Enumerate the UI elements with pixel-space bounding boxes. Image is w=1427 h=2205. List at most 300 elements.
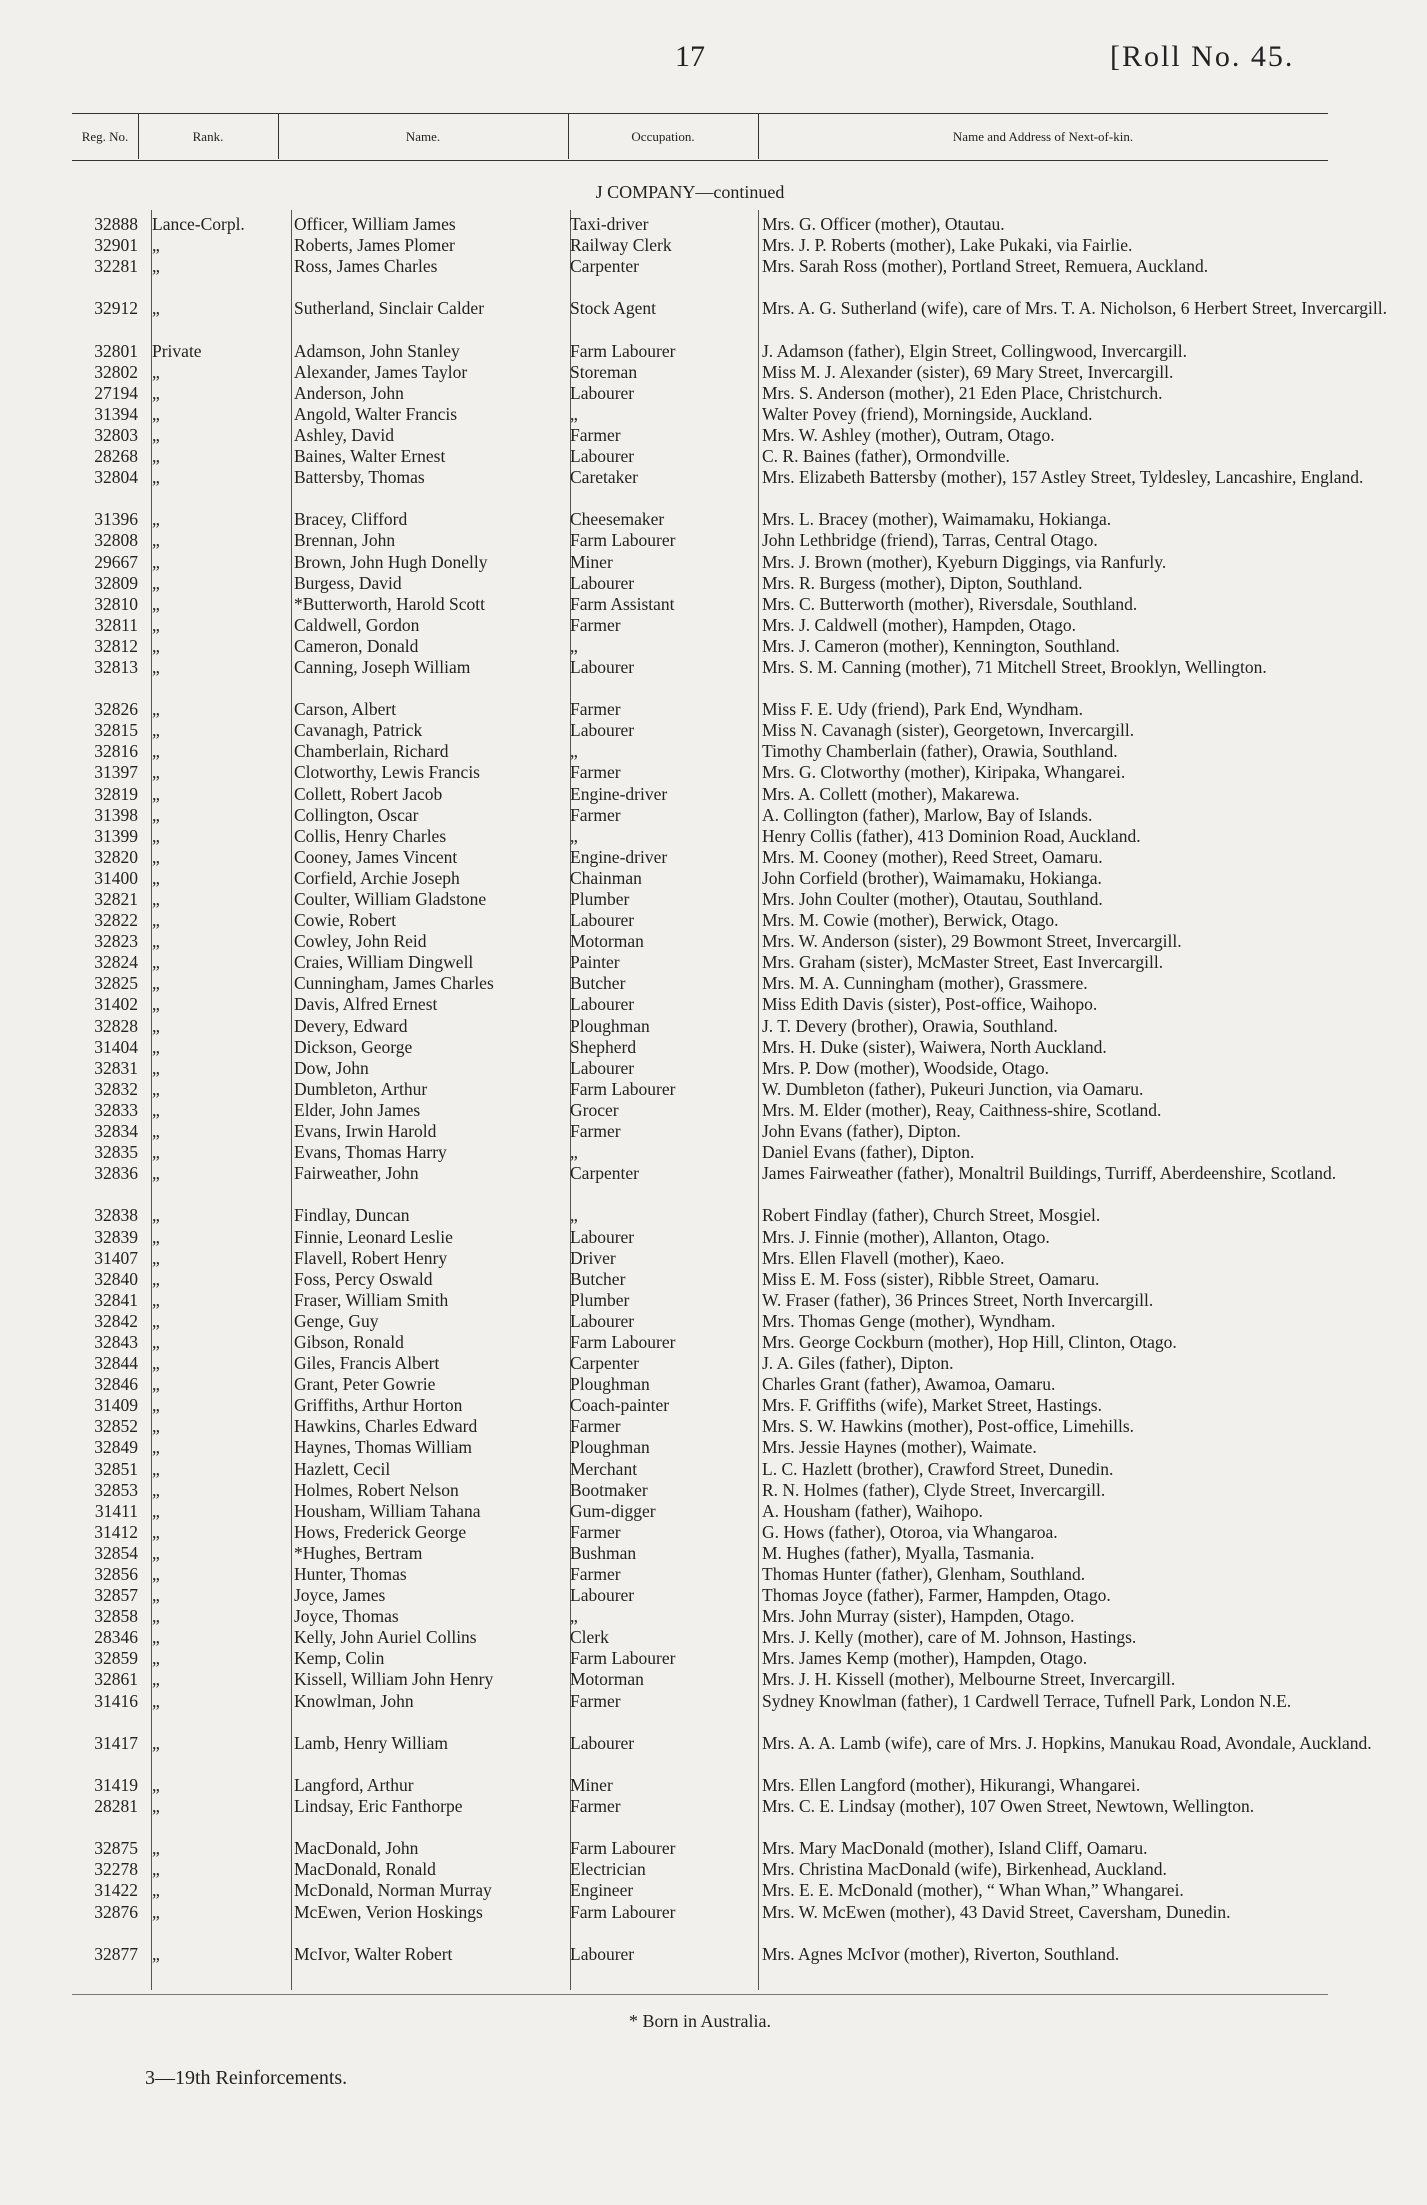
next-of-kin: Mrs. M. Cooney (mother), Reed Street, Oamaru. (762, 846, 1103, 867)
table-row (72, 784, 1328, 805)
next-of-kin: Robert Findlay (father), Church Street, Mosgiel. (762, 1205, 1101, 1226)
reg-number: 32854 (94, 1542, 138, 1563)
reg-number: 32842 (94, 1310, 138, 1331)
occupation: Plumber (570, 889, 630, 909)
reg-number: 32801 (94, 340, 138, 361)
reg-number: 31411 (94, 1500, 138, 1521)
table-row (72, 1902, 1328, 1944)
soldier-name: Kelly, John Auriel Collins (294, 1627, 477, 1648)
table-row (72, 341, 1328, 362)
next-of-kin: L. C. Hazlett (brother), Crawford Street, Dunedin. (762, 1458, 1114, 1479)
occupation: Labourer (570, 382, 635, 403)
rank: „ (152, 298, 160, 319)
next-of-kin: Timothy Chamberlain (father), Orawia, Southland. (762, 741, 1118, 762)
occupation: Merchant (570, 1458, 638, 1479)
rank: „ (152, 1690, 160, 1711)
next-of-kin: Mrs. Mary MacDonald (mother), Island Cliff, Oamaru. (762, 1838, 1148, 1859)
occupation: Farm Assistant (570, 593, 675, 614)
occupation: Farm Labourer (570, 1331, 676, 1352)
next-of-kin: Mrs. Ellen Flavell (mother), Kaeo. (762, 1247, 1005, 1268)
occupation: Labourer (570, 910, 635, 931)
occupation: Farmer (570, 1416, 621, 1437)
soldier-name: Davis, Alfred Ernest (294, 994, 438, 1015)
table-row (72, 1058, 1328, 1079)
page-number: 17 (675, 40, 705, 73)
next-of-kin: Mrs. A. Collett (mother), Makarewa. (762, 783, 1020, 804)
reg-number: 32822 (94, 910, 138, 931)
next-of-kin: Mrs. E. E. McDonald (mother), “ Whan Whan,” Whangarei. (762, 1880, 1184, 1901)
rank: „ (152, 1416, 160, 1437)
table-row (72, 1944, 1328, 1965)
soldier-name: Dow, John (294, 1057, 369, 1078)
rank: „ (152, 1606, 160, 1627)
next-of-kin: Mrs. John Coulter (mother), Otautau, Southland. (762, 889, 1103, 909)
reg-number: 32821 (94, 889, 138, 909)
table-row (72, 1163, 1337, 1205)
soldier-name: Evans, Irwin Harold (294, 1121, 437, 1142)
rank: „ (152, 593, 160, 614)
header-divider (138, 113, 139, 159)
soldier-name: Brennan, John (294, 530, 396, 551)
occupation: Farmer (570, 1796, 621, 1817)
table-row (72, 931, 1328, 952)
soldier-name: Collett, Robert Jacob (294, 783, 443, 804)
table-row (72, 1459, 1328, 1480)
rank: „ (152, 1859, 160, 1880)
reg-number: 32812 (94, 635, 138, 656)
occupation: Engineer (570, 1880, 634, 1901)
soldier-name: MacDonald, John (294, 1838, 419, 1859)
occupation: „ (570, 635, 578, 656)
rank: „ (152, 1099, 160, 1120)
soldier-name: Caldwell, Gordon (294, 614, 420, 635)
occupation: Driver (570, 1247, 616, 1268)
soldier-name: Griffiths, Arthur Horton (294, 1395, 463, 1416)
occupation: Engine-driver (570, 783, 668, 804)
reg-number: 31394 (94, 403, 138, 424)
table-row (72, 1606, 1328, 1627)
table-row (72, 1037, 1328, 1058)
reg-number: 32875 (94, 1838, 138, 1859)
rank: „ (152, 551, 160, 572)
occupation: Farmer (570, 699, 621, 720)
next-of-kin: Mrs. C. E. Lindsay (mother), 107 Owen Street, Newtown, Wellington. (762, 1796, 1255, 1817)
reg-number: 28281 (94, 1796, 138, 1817)
soldier-name: Knowlman, John (294, 1690, 414, 1711)
table-row (72, 805, 1328, 826)
rank: „ (152, 1374, 160, 1395)
reg-number: 32839 (94, 1226, 138, 1247)
occupation: Plumber (570, 1289, 630, 1310)
soldier-name: Roberts, James Plomer (294, 235, 455, 256)
soldier-name: Finnie, Leonard Leslie (294, 1226, 453, 1247)
next-of-kin: Mrs. Ellen Langford (mother), Hikurangi, Whangarei. (762, 1774, 1141, 1795)
rank: „ (152, 530, 160, 551)
table-row (72, 1480, 1328, 1501)
reg-number: 32888 (94, 214, 138, 234)
next-of-kin: Mrs. R. Burgess (mother), Dipton, Southland. (762, 572, 1083, 593)
soldier-name: Cowie, Robert (294, 910, 397, 931)
next-of-kin: Mrs. Thomas Genge (mother), Wyndham. (762, 1310, 1056, 1331)
soldier-name: Canning, Joseph William (294, 656, 471, 677)
occupation: Farmer (570, 1690, 621, 1711)
next-of-kin: Mrs. C. Butterworth (mother), Riversdale, Southland. (762, 593, 1138, 614)
next-of-kin: C. R. Baines (father), Ormondville. (762, 446, 1010, 467)
soldier-name: *Butterworth, Harold Scott (294, 593, 486, 614)
reg-number: 31397 (94, 762, 138, 783)
next-of-kin: Miss E. M. Foss (sister), Ribble Street, Oamaru. (762, 1268, 1100, 1289)
rank: „ (152, 361, 160, 382)
table-row (72, 826, 1328, 847)
occupation: Butcher (570, 973, 626, 994)
occupation: Gum-digger (570, 1500, 656, 1521)
reg-number: 32844 (94, 1353, 138, 1374)
occupation: Labourer (570, 1226, 635, 1247)
soldier-name: Evans, Thomas Harry (294, 1142, 447, 1163)
rank: „ (152, 699, 160, 720)
rank: „ (152, 1732, 160, 1753)
reg-number: 28346 (94, 1627, 138, 1648)
rank: „ (152, 1057, 160, 1078)
rank: „ (152, 1648, 160, 1669)
reg-number: 31416 (94, 1690, 138, 1711)
table-row (72, 446, 1328, 467)
next-of-kin: A. Housham (father), Waihopo. (762, 1500, 983, 1521)
reg-number: 32836 (94, 1163, 138, 1184)
next-of-kin: Mrs. John Murray (sister), Hampden, Otago. (762, 1606, 1075, 1627)
reg-number: 27194 (94, 382, 138, 403)
reg-number: 32808 (94, 530, 138, 551)
occupation: Engine-driver (570, 846, 668, 867)
footnote: * Born in Australia. (629, 2011, 771, 2031)
next-of-kin: Mrs. J. Brown (mother), Kyeburn Diggings, via Ranfurly. (762, 551, 1167, 572)
soldier-name: Angold, Walter Francis (294, 403, 458, 424)
reg-number: 32901 (94, 235, 138, 256)
occupation: Farmer (570, 762, 621, 783)
occupation: Cheesemaker (570, 509, 665, 530)
next-of-kin: Mrs. S. M. Canning (mother), 71 Mitchell Street, Brooklyn, Wellington. (762, 656, 1267, 677)
table-row (72, 1796, 1328, 1838)
rank: „ (152, 1901, 160, 1922)
next-of-kin: Mrs. G. Officer (mother), Otautau. (762, 214, 1005, 234)
soldier-name: Burgess, David (294, 572, 402, 593)
next-of-kin: Mrs. A. A. Lamb (wife), care of Mrs. J. Hopkins, Manukau Road, Avondale, Auckland. (762, 1732, 1372, 1753)
next-of-kin: Thomas Joyce (father), Farmer, Hampden, Otago. (762, 1585, 1111, 1606)
next-of-kin: Mrs. G. Clotworthy (mother), Kiripaka, Whangarei. (762, 762, 1126, 783)
rank: „ (152, 910, 160, 931)
rank: „ (152, 867, 160, 888)
occupation: Painter (570, 952, 620, 973)
reg-number: 31422 (94, 1880, 138, 1901)
occupation: Chainman (570, 867, 642, 888)
next-of-kin: Miss F. E. Udy (friend), Park End, Wyndham. (762, 699, 1083, 720)
reg-number: 32281 (94, 256, 138, 277)
reg-number: 31404 (94, 1036, 138, 1057)
table-row (72, 298, 1387, 340)
occupation: Grocer (570, 1099, 619, 1120)
table-row (72, 1332, 1328, 1353)
next-of-kin: Mrs. M. A. Cunningham (mother), Grassmere. (762, 973, 1088, 994)
table-row (72, 1522, 1328, 1543)
reg-number: 32856 (94, 1564, 138, 1584)
next-of-kin: Mrs. H. Duke (sister), Waiwera, North Auckland. (762, 1036, 1107, 1057)
reg-number: 32811 (94, 614, 138, 635)
soldier-name: Flavell, Robert Henry (294, 1247, 448, 1268)
occupation: Labourer (570, 1943, 635, 1964)
occupation: Stock Agent (570, 298, 657, 319)
occupation: „ (570, 1606, 578, 1627)
next-of-kin: Mrs. W. Ashley (mother), Outram, Otago. (762, 424, 1055, 445)
soldier-name: Coulter, William Gladstone (294, 889, 487, 909)
table-row (72, 214, 1328, 235)
table-header (72, 113, 1328, 161)
reg-number: 32834 (94, 1121, 138, 1142)
occupation: Labourer (570, 1310, 635, 1331)
next-of-kin: Mrs. S. Anderson (mother), 21 Eden Place, Christchurch. (762, 382, 1163, 403)
rank: „ (152, 235, 160, 256)
reg-number: 32852 (94, 1416, 138, 1437)
occupation: Farmer (570, 614, 621, 635)
table-row (72, 1248, 1328, 1269)
table-row (72, 1269, 1328, 1290)
soldier-name: Findlay, Duncan (294, 1205, 410, 1226)
table-row (72, 952, 1328, 973)
occupation: Carpenter (570, 1163, 639, 1184)
reg-number: 32803 (94, 424, 138, 445)
soldier-name: Joyce, James (294, 1585, 386, 1606)
soldier-name: Genge, Guy (294, 1310, 379, 1331)
reg-number: 29667 (94, 551, 138, 572)
soldier-name: Foss, Percy Oswald (294, 1268, 433, 1289)
occupation: Farm Labourer (570, 530, 676, 551)
soldier-name: Baines, Walter Ernest (294, 446, 446, 467)
next-of-kin: J. T. Devery (brother), Orawia, Southland. (762, 1015, 1058, 1036)
rank: „ (152, 256, 160, 277)
table-row (72, 1691, 1328, 1733)
reg-number: 32876 (94, 1901, 138, 1922)
header-divider (278, 113, 279, 159)
header-divider (758, 113, 759, 159)
rank: „ (152, 889, 160, 909)
occupation: Shepherd (570, 1036, 637, 1057)
rank: „ (152, 635, 160, 656)
rank: „ (152, 846, 160, 867)
soldier-name: MacDonald, Ronald (294, 1859, 436, 1880)
soldier-name: Housham, William Tahana (294, 1500, 481, 1521)
table-row (72, 1585, 1328, 1606)
soldier-name: Battersby, Thomas (294, 467, 425, 488)
soldier-name: Hawkins, Charles Edward (294, 1416, 478, 1437)
soldier-name: Sutherland, Sinclair Calder (294, 298, 485, 319)
occupation: Storeman (570, 361, 638, 382)
soldier-name: Holmes, Robert Nelson (294, 1479, 459, 1500)
reg-number: 31402 (94, 994, 138, 1015)
soldier-name: Collington, Oscar (294, 804, 419, 825)
table-row (72, 699, 1328, 720)
rank: „ (152, 614, 160, 635)
rank: Private (152, 340, 202, 361)
soldier-name: Grant, Peter Gowrie (294, 1374, 436, 1395)
reg-number: 32823 (94, 931, 138, 952)
table-row (72, 573, 1328, 594)
soldier-name: Craies, William Dingwell (294, 952, 474, 973)
soldier-name: Ross, James Charles (294, 256, 438, 277)
occupation: Labourer (570, 1057, 635, 1078)
rank: „ (152, 1500, 160, 1521)
rank: „ (152, 1142, 160, 1163)
header-next-of-kin: Name and Address of Next-of-kin. (952, 129, 1134, 144)
table-row (72, 1142, 1328, 1163)
rank: „ (152, 825, 160, 846)
reg-number: 31399 (94, 825, 138, 846)
table-row (72, 1205, 1328, 1226)
next-of-kin: J. Adamson (father), Elgin Street, Collingwood, Invercargill. (762, 340, 1187, 361)
occupation: Labourer (570, 1732, 635, 1753)
footer-label: 3—19th Reinforcements. (145, 2067, 348, 2089)
rank: „ (152, 1521, 160, 1542)
rank: „ (152, 1774, 160, 1795)
rank: „ (152, 424, 160, 445)
next-of-kin: Mrs. P. Dow (mother), Woodside, Otago. (762, 1057, 1049, 1078)
occupation: Butcher (570, 1268, 626, 1289)
soldier-name: Fraser, William Smith (294, 1289, 449, 1310)
next-of-kin: Miss M. J. Alexander (sister), 69 Mary Street, Invercargill. (762, 361, 1174, 382)
occupation: Farmer (570, 1564, 621, 1584)
next-of-kin: Mrs. J. Kelly (mother), care of M. Johnson, Hastings. (762, 1627, 1137, 1648)
table-row (72, 1775, 1328, 1796)
rank: „ (152, 382, 160, 403)
occupation: Labourer (570, 1585, 635, 1606)
soldier-name: Adamson, John Stanley (294, 340, 460, 361)
reg-number: 32809 (94, 572, 138, 593)
reg-number: 31396 (94, 509, 138, 530)
occupation: Farm Labourer (570, 1648, 676, 1669)
table-row (72, 615, 1328, 636)
rank: „ (152, 1121, 160, 1142)
occupation: Ploughman (570, 1015, 650, 1036)
soldier-name: Cunningham, James Charles (294, 973, 494, 994)
soldier-name: Corfield, Archie Joseph (294, 867, 460, 888)
reg-number: 32825 (94, 973, 138, 994)
table-row (72, 1353, 1328, 1374)
reg-number: 32843 (94, 1331, 138, 1352)
next-of-kin: Mrs. A. G. Sutherland (wife), care of Mrs. T. A. Nicholson, 6 Herbert Street, Invercargill. (762, 298, 1387, 319)
next-of-kin: Mrs. Graham (sister), McMaster Street, East Invercargill. (762, 952, 1164, 973)
reg-number: 32826 (94, 699, 138, 720)
soldier-name: McEwen, Verion Hoskings (294, 1901, 483, 1922)
rank: „ (152, 1437, 160, 1458)
occupation: Labourer (570, 572, 635, 593)
reg-number: 32802 (94, 361, 138, 382)
reg-number: 32810 (94, 593, 138, 614)
occupation: Taxi-driver (570, 214, 649, 234)
table-row (72, 235, 1328, 256)
occupation: Bushman (570, 1542, 637, 1563)
soldier-name: Alexander, James Taylor (294, 361, 468, 382)
next-of-kin: Mrs. L. Bracey (mother), Waimamaku, Hokianga. (762, 509, 1112, 530)
occupation: Labourer (570, 720, 635, 741)
rank: „ (152, 1796, 160, 1817)
table-row (72, 973, 1328, 994)
rank: „ (152, 1015, 160, 1036)
reg-number: 32846 (94, 1374, 138, 1395)
table-row (72, 1501, 1328, 1522)
next-of-kin: Walter Povey (friend), Morningside, Auckland. (762, 403, 1093, 424)
rank: „ (152, 1078, 160, 1099)
occupation: Miner (570, 551, 613, 572)
soldier-name: Brown, John Hugh Donelly (294, 551, 488, 572)
soldier-name: Hows, Frederick George (294, 1521, 467, 1542)
soldier-name: Chamberlain, Richard (294, 741, 449, 762)
reg-number: 32877 (94, 1943, 138, 1964)
rank: „ (152, 1395, 160, 1416)
rank: „ (152, 1542, 160, 1563)
next-of-kin: Mrs. George Cockburn (mother), Hop Hill, Clinton, Otago. (762, 1331, 1177, 1352)
table-row (72, 1227, 1328, 1248)
next-of-kin: W. Fraser (father), 36 Princes Street, North Invercargill. (762, 1289, 1154, 1310)
header-name: Name. (405, 129, 441, 144)
table-row (72, 636, 1328, 657)
rank: „ (152, 572, 160, 593)
soldier-name: Officer, William James (294, 214, 456, 234)
reg-number: 32857 (94, 1585, 138, 1606)
rank: „ (152, 762, 160, 783)
occupation: Carpenter (570, 1353, 639, 1374)
bottom-rule (72, 1994, 1328, 1995)
reg-number: 31412 (94, 1521, 138, 1542)
reg-number: 32816 (94, 741, 138, 762)
soldier-name: McIvor, Walter Robert (294, 1943, 453, 1964)
reg-number: 32820 (94, 846, 138, 867)
rank: „ (152, 1627, 160, 1648)
occupation: Bootmaker (570, 1479, 648, 1500)
reg-number: 32912 (94, 298, 138, 319)
table-row (72, 1016, 1328, 1037)
table-row (72, 1859, 1328, 1880)
table-row (72, 1437, 1328, 1458)
next-of-kin: Mrs. Agnes McIvor (mother), Riverton, Southland. (762, 1943, 1120, 1964)
reg-number: 32835 (94, 1142, 138, 1163)
table-row (72, 509, 1328, 530)
table-row (72, 362, 1328, 383)
occupation: Motorman (570, 1669, 644, 1690)
table-row (72, 910, 1328, 931)
soldier-name: Devery, Edward (294, 1015, 408, 1036)
occupation: Farm Labourer (570, 1078, 676, 1099)
occupation: Labourer (570, 994, 635, 1015)
next-of-kin: Mrs. James Kemp (mother), Hampden, Otago. (762, 1648, 1088, 1669)
header-occupation: Occupation. (631, 129, 695, 144)
occupation: Clerk (570, 1627, 609, 1648)
rank: „ (152, 1268, 160, 1289)
table-row (72, 530, 1328, 551)
soldier-name: Hunter, Thomas (294, 1564, 407, 1584)
table-row (72, 256, 1328, 298)
soldier-name: Cowley, John Reid (294, 931, 427, 952)
next-of-kin: Daniel Evans (father), Dipton. (762, 1142, 975, 1163)
soldier-name: Kemp, Colin (294, 1648, 385, 1669)
table-row (72, 404, 1328, 425)
next-of-kin: Sydney Knowlman (father), 1 Cardwell Terrace, Tufnell Park, London N.E. (762, 1690, 1292, 1711)
rank: „ (152, 1247, 160, 1268)
occupation: Caretaker (570, 467, 639, 488)
table-row (72, 1732, 1372, 1775)
occupation: Carpenter (570, 256, 639, 277)
soldier-name: Bracey, Clifford (294, 509, 408, 530)
soldier-name: Anderson, John (294, 382, 404, 403)
reg-number: 32851 (94, 1458, 138, 1479)
reg-number: 32858 (94, 1606, 138, 1627)
